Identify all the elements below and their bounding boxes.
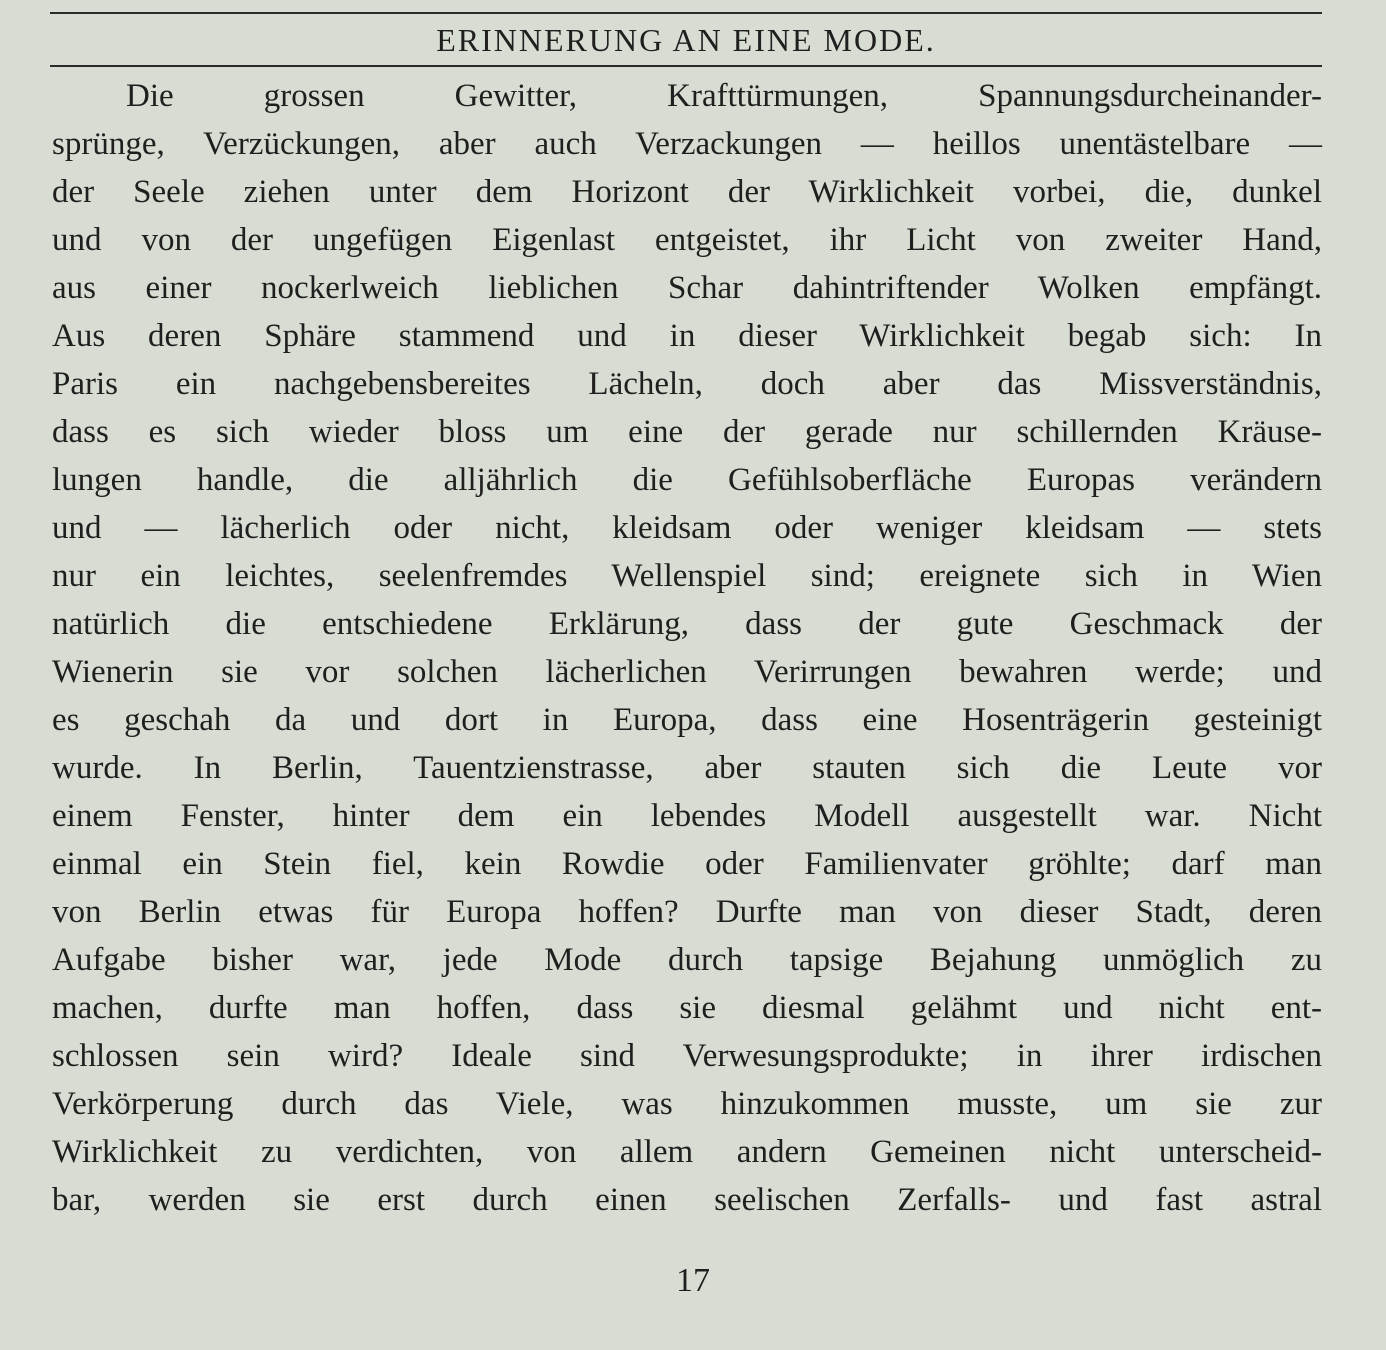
text-line: Wienerin sie vor solchen lächerlichen Verirrungen bewahren werde; und	[52, 654, 1322, 690]
text-line: dass es sich wieder bloss um eine der gerade nur schillernden Kräuse-	[52, 414, 1322, 450]
text-line: bar, werden sie erst durch einen seelischen Zerfalls- und fast astral	[52, 1182, 1322, 1218]
text-line: wurde. In Berlin, Tauentzienstrasse, aber stauten sich die Leute vor	[52, 750, 1322, 786]
text-line: schlossen sein wird? Ideale sind Verwesungsprodukte; in ihrer irdischen	[52, 1038, 1322, 1074]
text-line: Aus deren Sphäre stammend und in dieser Wirklichkeit begab sich: In	[52, 318, 1322, 354]
text-line: aus einer nockerlweich lieblichen Schar dahintriftender Wolken empfängt.	[52, 270, 1322, 306]
text-line: Aufgabe bisher war, jede Mode durch tapsige Bejahung unmöglich zu	[52, 942, 1322, 978]
text-line: Die grossen Gewitter, Krafttürmungen, Spannungsdurcheinander-	[126, 78, 1322, 114]
text-line: einmal ein Stein fiel, kein Rowdie oder Familienvater gröhlte; darf man	[52, 846, 1322, 882]
top-rule	[50, 12, 1322, 14]
text-line: sprünge, Verzückungen, aber auch Verzackungen — heillos unentästelbare —	[52, 126, 1322, 162]
text-line: von Berlin etwas für Europa hoffen? Durfte man von dieser Stadt, deren	[52, 894, 1322, 930]
text-line: Verkörperung durch das Viele, was hinzukommen musste, um sie zur	[52, 1086, 1322, 1122]
text-line: machen, durfte man hoffen, dass sie diesmal gelähmt und nicht ent-	[52, 990, 1322, 1026]
text-line: einem Fenster, hinter dem ein lebendes Modell ausgestellt war. Nicht	[52, 798, 1322, 834]
text-line: und von der ungefügen Eigenlast entgeistet, ihr Licht von zweiter Hand,	[52, 222, 1322, 258]
text-line: lungen handle, die alljährlich die Gefühlsoberfläche Europas verändern	[52, 462, 1322, 498]
text-line: natürlich die entschiedene Erklärung, dass der gute Geschmack der	[52, 606, 1322, 642]
body-text	[52, 72, 1322, 1224]
text-line: nur ein leichtes, seelenfremdes Wellenspiel sind; ereignete sich in Wien	[52, 558, 1322, 594]
title-rule	[50, 65, 1322, 67]
page-title: ERINNERUNG AN EINE MODE.	[436, 22, 936, 58]
page-number: 17	[676, 1262, 710, 1299]
text-line: Wirklichkeit zu verdichten, von allem andern Gemeinen nicht unterscheid-	[52, 1134, 1322, 1170]
text-line: Paris ein nachgebensbereites Lächeln, doch aber das Missverständnis,	[52, 366, 1322, 402]
text-line: und — lächerlich oder nicht, kleidsam oder weniger kleidsam — stets	[52, 510, 1322, 546]
text-line: der Seele ziehen unter dem Horizont der Wirklichkeit vorbei, die, dunkel	[52, 174, 1322, 210]
text-line: es geschah da und dort in Europa, dass eine Hosenträgerin gesteinigt	[52, 702, 1322, 738]
